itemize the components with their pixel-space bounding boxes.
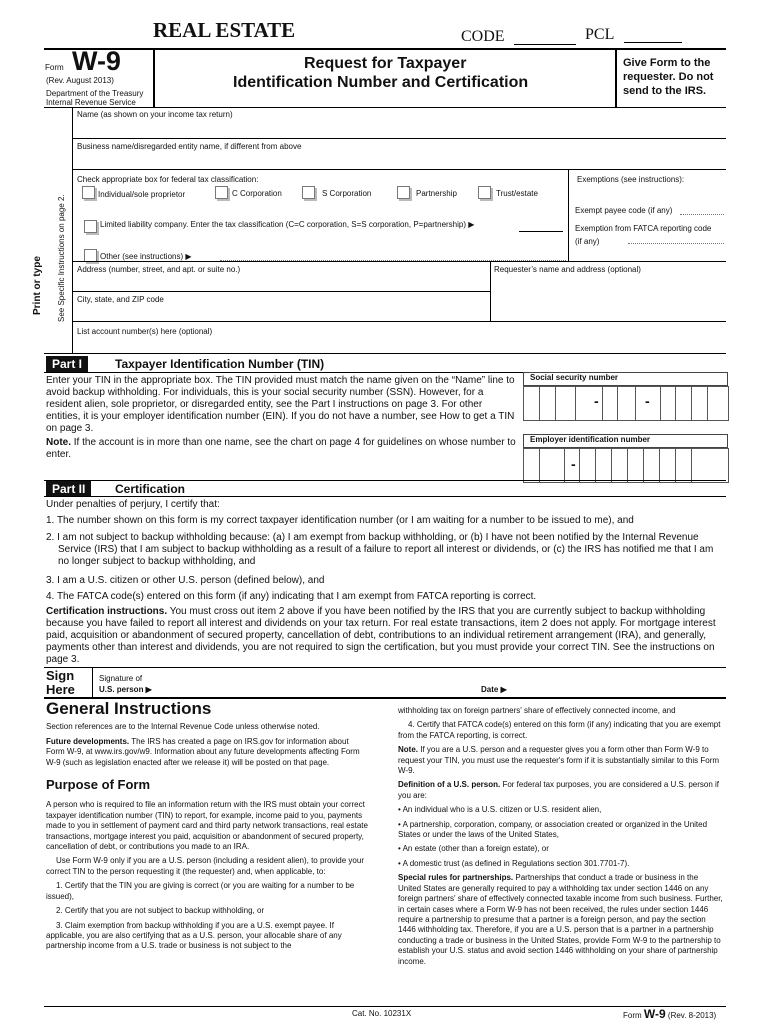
rc-note-label: Note. — [398, 745, 418, 755]
city-label: City, state, and ZIP code — [77, 295, 164, 304]
fd-text: The IRS has created a page on IRS.gov for information about Form W-9, at www.irs.gov/w9. Information about any future developments affecting Form W-9 (such as legislation enacted after we release it) will be posted on that page. — [46, 736, 360, 767]
cert-instructions-text: You must cross out item 2 above if you have been notified by the IRS that you are currently subject to backup withholding because you have failed to report all interest and dividends on your tax return. For real estate transactions, item 2 does not apply. For mortgage interest paid, acquisition or abandonment of secured property, cancellation of debt, contributions to an individual retirement arrangement (IRA), and generally, payments other than interest and dividends, you are not required to sign the certification, but you must provide your correct TIN. See the instructions on page 3. — [46, 606, 716, 665]
part2-badge: Part II — [46, 481, 91, 497]
fatca-exempt-label: Exemption from FATCA reporting code (if any) — [575, 224, 712, 246]
part2-top-rule — [44, 480, 726, 481]
header-divider-right — [615, 49, 617, 107]
code-field[interactable] — [514, 44, 576, 45]
rc-note — [398, 745, 723, 776]
address-input[interactable] — [73, 275, 488, 290]
irs-label: Internal Revenue Service — [46, 98, 136, 107]
partnership-checkbox[interactable] — [397, 186, 410, 199]
pcl-field[interactable] — [624, 42, 682, 43]
ein-label: Employer identification number — [530, 435, 651, 444]
footer-form — [623, 1007, 716, 1021]
sign-divider — [92, 667, 93, 697]
signature-label-1: Signature of — [99, 674, 143, 683]
treasury-dept: Department of the Treasury — [46, 89, 144, 98]
signature-field[interactable] — [170, 670, 470, 696]
rule-name — [72, 138, 726, 139]
rc-sr-label: Special rules for partnerships. — [398, 873, 514, 883]
ssn-dash-1: - — [594, 393, 599, 409]
rc-def — [398, 780, 723, 801]
date-field[interactable] — [515, 670, 725, 696]
business-name-label: Business name/disregarded entity name, if different from above — [77, 142, 302, 151]
partnership-label: Partnership — [416, 189, 457, 198]
part1-badge: Part I — [46, 356, 88, 372]
rule-address — [72, 291, 490, 292]
requester-label: Requester’s name and address (optional) — [494, 265, 641, 274]
future-developments — [46, 737, 368, 768]
sign-top-rule — [44, 667, 726, 668]
trust-label: Trust/estate — [496, 189, 538, 198]
s-corp-checkbox[interactable] — [302, 186, 315, 199]
part2-intro: Under penalties of perjury, I certify that: — [46, 499, 220, 510]
llc-label: Limited liability company. Enter the tax classification (C=C corporation, S=S corporation, P=partnership) ▶ — [100, 220, 475, 229]
print-or-type: Print or type — [32, 256, 43, 315]
c-corp-checkbox[interactable] — [215, 186, 228, 199]
real-estate-heading: REAL ESTATE — [153, 18, 296, 42]
ssn-cells[interactable] — [523, 386, 729, 421]
account-label: List account number(s) here (optional) — [77, 327, 213, 336]
requester-input[interactable] — [491, 275, 725, 320]
business-name-input[interactable] — [73, 152, 725, 168]
rc-p2: 4. Certify that FATCA code(s) entered on this form (if any) indicating that you are exempt from the FATCA reporting, is correct. — [398, 720, 721, 740]
title-line1: Request for Taxpayer — [304, 55, 467, 72]
form-number: W-9 — [72, 46, 121, 76]
footer-form-label: Form — [623, 1011, 642, 1020]
title-line2: Identification Number and Certification — [233, 74, 529, 91]
exempt-payee-label: Exempt payee code (if any) — [575, 206, 673, 215]
purpose-heading: Purpose of Form — [46, 777, 151, 793]
individual-label: Individual/sole proprietor — [98, 190, 186, 199]
cert-item-3: 3. I am a U.S. citizen or other U.S. person (defined below), and — [46, 575, 325, 586]
rc-bullet-4: • A domestic trust (as defined in Regulations section 301.7701-7). — [398, 858, 630, 868]
purpose-list-2: 2. Certify that you are not subject to backup withholding, or — [56, 906, 265, 916]
rc-special-rules — [398, 873, 723, 967]
rc-note-text: If you are a U.S. person and a requester gives you a form other than Form W-9 to request your TIN, you must use the requester's form if it is substantially similar to this Form W-9. — [398, 745, 720, 776]
sign-label: Sign — [46, 668, 75, 683]
part1-note-label: Note. — [46, 437, 71, 448]
date-label: Date ▶ — [481, 685, 507, 694]
exempt-payee-field[interactable] — [680, 214, 724, 215]
ein-dash: - — [571, 456, 576, 472]
general-instructions-column — [46, 699, 368, 956]
fd-label: Future developments. — [46, 736, 130, 746]
signature-label-2: U.S. person ▶ — [99, 685, 152, 694]
header-bottom-rule — [44, 107, 726, 108]
part2-rule — [44, 496, 726, 497]
city-input[interactable] — [73, 305, 488, 320]
part1-body: Enter your TIN in the appropriate box. The TIN provided must match the name given on the “Name” line to avoid backup withholding. For individuals, this is your social security number (SSN). However, for a resident alien, sole proprietor, or disregarded entity, see the Part I instructions on page 3. For other entities, it is your employer identification number (EIN). If you do not have a number, see How to get a TIN on page 3. — [46, 375, 515, 434]
ein-cells[interactable] — [523, 448, 729, 483]
rc-def-text: For federal tax purposes, you are considered a U.S. person if you are: — [398, 780, 720, 800]
fatca-exempt-field[interactable] — [628, 243, 724, 244]
footer-form-number: W-9 — [643, 1007, 666, 1021]
rule-city — [72, 321, 726, 322]
rc-bullet-2: • A partnership, corporation, company, or association created or organized in the United States or under the laws of the United States, — [398, 819, 708, 840]
purpose-p2: Use Form W-9 only if you are a U.S. person (including a resident alien), to provide your correct TIN to the person requesting it (the requester) and, when applicable, to: — [46, 856, 364, 876]
rc-bullet-3: • An estate (other than a foreign estate), or — [398, 844, 549, 854]
account-input[interactable] — [73, 337, 725, 352]
general-p1: Section references are to the Internal Revenue Code unless otherwise noted. — [46, 722, 320, 732]
pcl-label: PCL — [585, 26, 615, 43]
general-instructions-heading: General Instructions — [46, 699, 212, 718]
llc-tax-class-field[interactable] — [519, 231, 563, 232]
right-column — [398, 706, 723, 971]
code-label: CODE — [461, 28, 505, 45]
rule-classification — [72, 261, 726, 262]
header-top-rule — [44, 48, 726, 50]
cert-item-2: 2. I am not subject to backup withholding because: (a) I am exempt from backup withholding, or (b) I have not been notified by the Internal Revenue Service (IRS) that I am subject to backup withholding as a result of a failure to report all interest or dividends, or (c) the IRS has notified me that I am no longer subject to backup withholding, and — [46, 532, 714, 567]
c-corp-label: C Corporation — [232, 189, 282, 198]
exemptions-label: Exemptions (see instructions): — [577, 175, 685, 184]
part1-note-text: If the account is in more than one name, see the chart on page 4 for guidelines on whose number to enter. — [46, 437, 516, 460]
here-label: Here — [46, 682, 75, 697]
side-see-specific — [57, 194, 66, 322]
other-label: Other (see instructions) ▶ — [100, 252, 192, 261]
part1-title: Taxpayer Identification Number (TIN) — [115, 357, 325, 371]
purpose-list-3: 3. Claim exemption from backup withholding if you are a U.S. exempt payee. If applicable, you are also certifying that as a U.S. person, your allocable share of any partnership income from a U.S. trade or business is not subject to the — [46, 920, 342, 951]
form-label: Form — [45, 63, 64, 72]
revision-date: (Rev. August 2013) — [46, 76, 114, 85]
s-corp-label: S Corporation — [322, 189, 372, 198]
rc-def-label: Definition of a U.S. person. — [398, 780, 501, 790]
address-label: Address (number, street, and apt. or suite no.) — [77, 265, 241, 274]
name-label: Name (as shown on your income tax return) — [77, 110, 233, 119]
rule-account — [44, 353, 726, 354]
side-instructions — [32, 256, 43, 315]
catalog-number: Cat. No. 10231X — [352, 1009, 412, 1018]
footer-rev: (Rev. 8-2013) — [667, 1011, 717, 1020]
rc-bullet-1: • An individual who is a U.S. citizen or U.S. resident alien, — [398, 805, 602, 815]
ssn-label: Social security number — [530, 373, 619, 382]
purpose-list-1: 1. Certify that the TIN you are giving is correct (or you are waiting for a number to be issued), — [46, 881, 355, 901]
exemptions-divider — [568, 169, 569, 261]
part2-title: Certification — [115, 482, 186, 496]
rc-p1: withholding tax on foreign partners' share of effectively connected income, and — [398, 706, 676, 715]
part1-note — [46, 437, 516, 461]
rc-sr-text: Partnerships that conduct a trade or business in the United States are generally required to pay a withholding tax under section 1446 on any foreign partners' share of effectively connected taxable income from such business. Further, in certain cases where a Form W-9 has not been received, the rules under section 1446 require a partnership to presume that a partner is a foreign person, and pay the section 1446 withholding tax. Therefore, if you are a U.S. person that is a partner in a partnership conducting a trade or business in the United States, provide Form W-9 to the partnership to establish your U.S. status and avoid section 1446 withholding on your share of partnership income. — [398, 873, 723, 966]
llc-checkbox[interactable] — [84, 220, 97, 233]
purpose-p1: A person who is required to file an information return with the IRS must obtain your correct taxpayer identification number (TIN) to report, for example, income paid to you, payments made to you in settlement of payment card and third party network transactions, real estate transactions, mortgage interest you paid, acquisition or abandonment of secured property, cancellation of debt, or contributions you made to an IRA. — [46, 800, 368, 852]
name-input[interactable] — [73, 120, 725, 138]
give-form-note: Give Form to the requester. Do not send to the IRS. — [623, 57, 714, 97]
individual-checkbox[interactable] — [82, 186, 95, 199]
ssn-dash-2: - — [645, 393, 650, 409]
header-divider-left — [153, 49, 155, 107]
cert-item-1: 1. The number shown on this form is my correct taxpayer identification number (or I am waiting for a number to be issued to me), and — [46, 515, 634, 526]
trust-checkbox[interactable] — [478, 186, 491, 199]
classification-label: Check appropriate box for federal tax classification: — [77, 175, 259, 184]
rule-business — [72, 169, 726, 170]
see-specific-text: See Specific Instructions on page 2. — [57, 194, 66, 322]
cert-instructions-label: Certification instructions. — [46, 606, 168, 617]
cert-instructions — [46, 606, 726, 666]
cert-item-4: 4. The FATCA code(s) entered on this form (if any) indicating that I am exempt from FATCA reporting is correct. — [46, 591, 537, 602]
